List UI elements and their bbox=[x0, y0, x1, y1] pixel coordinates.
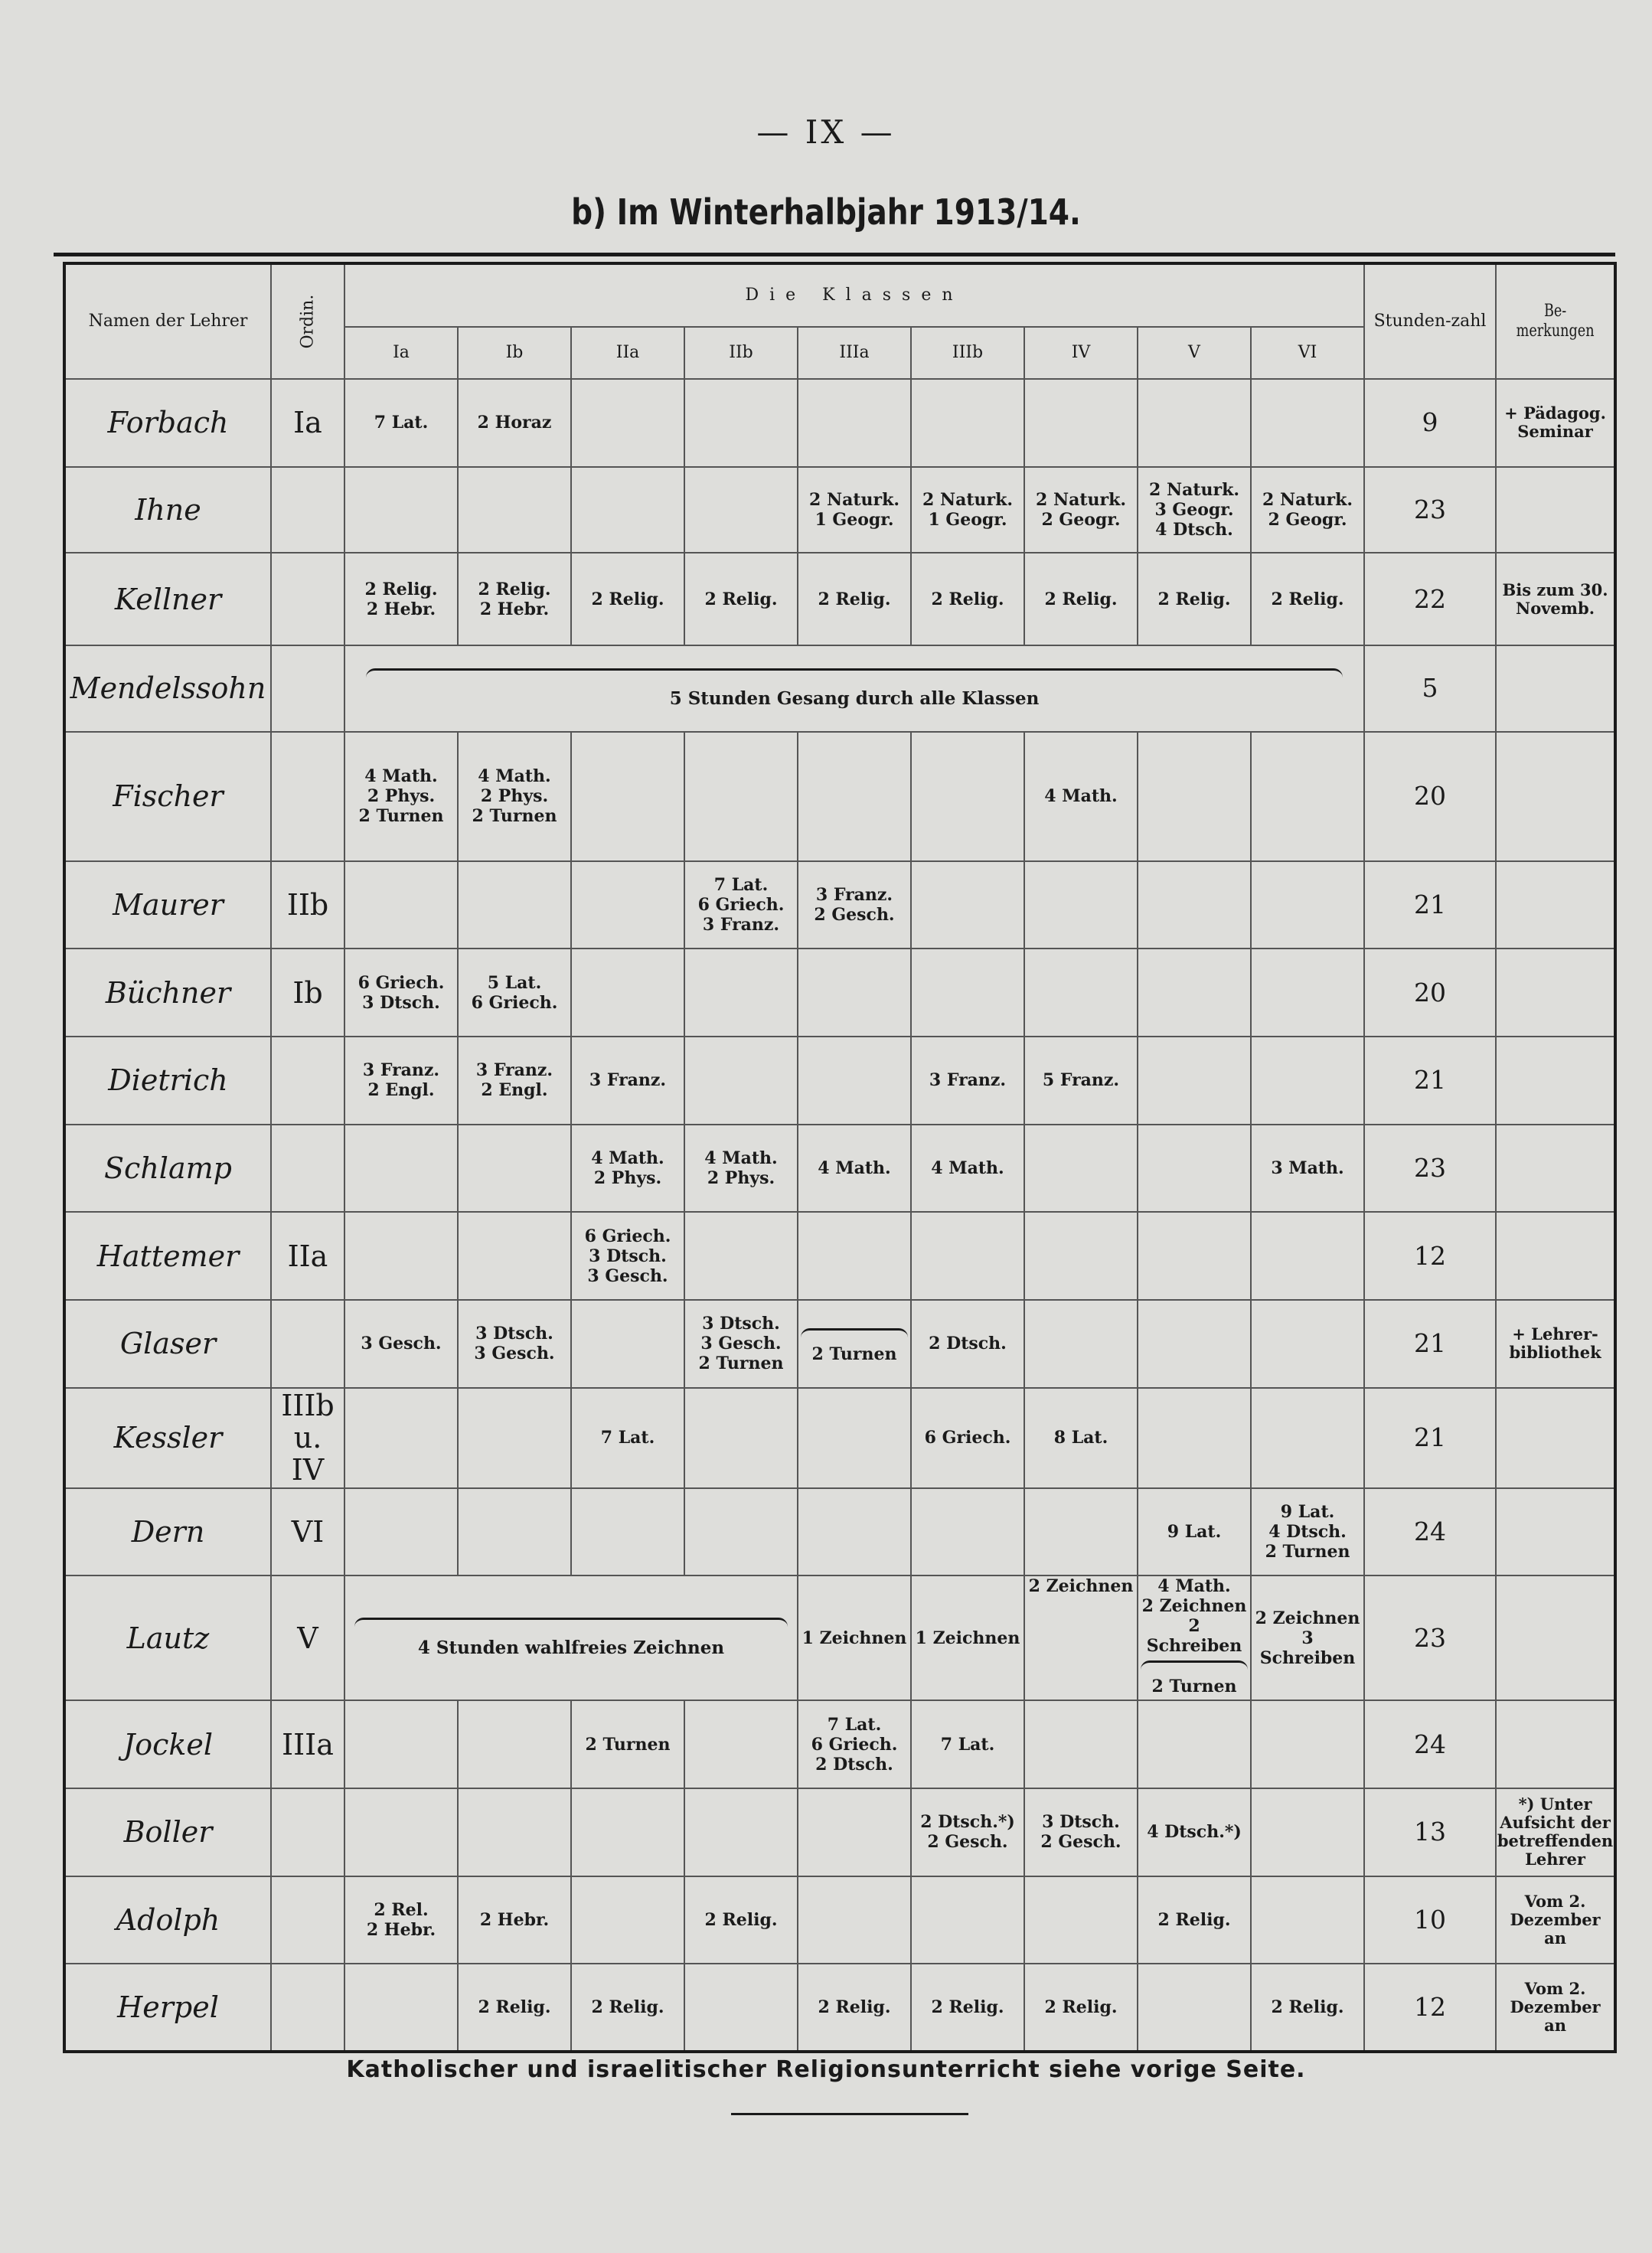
class-cell: 2 Dtsch. bbox=[911, 1300, 1024, 1388]
ordin-cell: IIIa bbox=[271, 1700, 344, 1788]
class-cell: 2 Relig. bbox=[798, 1964, 911, 2052]
table-row bbox=[64, 1037, 1615, 1125]
class-cell bbox=[571, 1876, 684, 1964]
stunden-zahl: 13 bbox=[1364, 1788, 1496, 1876]
class-cell: 7 Lat. bbox=[344, 379, 458, 467]
class-cell: 4 Math. 2 Phys. 2 Turnen bbox=[344, 732, 458, 861]
class-cell bbox=[1024, 1876, 1138, 1964]
class-cell: 2 Relig. bbox=[571, 553, 684, 645]
class-cell bbox=[1024, 1212, 1138, 1300]
stunden-zahl: 21 bbox=[1364, 1300, 1496, 1388]
table-row bbox=[64, 645, 1615, 732]
class-cell: 3 Dtsch. 3 Gesch. 2 Turnen bbox=[684, 1300, 798, 1388]
class-cell bbox=[1251, 949, 1364, 1037]
class-cell bbox=[684, 949, 798, 1037]
page-title: b) Im Winterhalbjahr 1913/14. bbox=[571, 191, 1081, 233]
class-cell bbox=[1024, 1488, 1138, 1576]
stunden-zahl: 23 bbox=[1364, 1125, 1496, 1213]
brace-line bbox=[354, 1618, 788, 1632]
class-cell bbox=[571, 949, 684, 1037]
teacher-name: Adolph bbox=[64, 1876, 271, 1964]
teacher-name: Dern bbox=[64, 1488, 271, 1576]
table-row bbox=[64, 1964, 1615, 2052]
ordin-cell bbox=[271, 467, 344, 553]
class-cell bbox=[684, 1212, 798, 1300]
class-cell bbox=[571, 861, 684, 949]
ordin-cell bbox=[271, 1037, 344, 1125]
stunden-zahl: 22 bbox=[1364, 553, 1496, 645]
stunden-zahl: 5 bbox=[1364, 645, 1496, 732]
span-cell bbox=[344, 1575, 798, 1700]
class-cell: 4 Math. 2 Phys. 2 Turnen bbox=[458, 732, 571, 861]
class-cell bbox=[684, 1037, 798, 1125]
class-cell: 4 Math. 2 Phys. bbox=[571, 1125, 684, 1213]
class-cell: 2 Relig. bbox=[798, 553, 911, 645]
brace-line bbox=[1141, 1660, 1248, 1675]
class-cell bbox=[1251, 732, 1364, 861]
table-row bbox=[64, 467, 1615, 553]
bemerkung bbox=[1496, 732, 1615, 861]
class-cell bbox=[458, 1700, 571, 1788]
teacher-name: Schlamp bbox=[64, 1125, 271, 1213]
class-cell bbox=[798, 1212, 911, 1300]
teacher-name: Maurer bbox=[64, 861, 271, 949]
header-klassen: Die Klassen bbox=[344, 263, 1364, 327]
class-cell: 2 Naturk. 1 Geogr. bbox=[798, 467, 911, 553]
class-cell bbox=[798, 1788, 911, 1876]
class-cell: 3 Gesch. bbox=[344, 1300, 458, 1388]
class-cell bbox=[684, 467, 798, 553]
ordin-cell: IIb bbox=[271, 861, 344, 949]
class-cell bbox=[1138, 379, 1251, 467]
stunden-zahl: 23 bbox=[1364, 1575, 1496, 1700]
class-cell bbox=[684, 1388, 798, 1488]
class-cell bbox=[458, 1212, 571, 1300]
class-cell bbox=[1024, 949, 1138, 1037]
stunden-zahl: 24 bbox=[1364, 1488, 1496, 1576]
class-cell: 3 Dtsch. 2 Gesch. bbox=[1024, 1788, 1138, 1876]
bemerkung bbox=[1496, 1700, 1615, 1788]
class-cell: 2 Relig. 2 Hebr. bbox=[458, 553, 571, 645]
class-cell bbox=[1024, 1300, 1138, 1388]
class-cell: 2 Relig. bbox=[458, 1964, 571, 2052]
ordin-cell bbox=[271, 645, 344, 732]
class-cell bbox=[458, 1125, 571, 1213]
stunden-zahl: 12 bbox=[1364, 1212, 1496, 1300]
stunden-zahl: 12 bbox=[1364, 1964, 1496, 2052]
class-cell bbox=[1138, 861, 1251, 949]
teacher-name: Jockel bbox=[64, 1700, 271, 1788]
class-cell bbox=[911, 861, 1024, 949]
class-cell bbox=[798, 1300, 911, 1388]
header-names: Namen der Lehrer bbox=[64, 263, 271, 379]
class-cell bbox=[798, 732, 911, 861]
class-cell: 2 Naturk. 3 Geogr. 4 Dtsch. bbox=[1138, 467, 1251, 553]
class-cell: 2 Horaz bbox=[458, 379, 571, 467]
class-cell bbox=[1024, 1125, 1138, 1213]
class-cell bbox=[344, 1388, 458, 1488]
class-cell bbox=[1251, 1788, 1364, 1876]
class-cell: 1 Zeichnen bbox=[911, 1575, 1024, 1700]
stunden-zahl: 21 bbox=[1364, 1388, 1496, 1488]
class-cell bbox=[684, 732, 798, 861]
ordin-cell bbox=[271, 732, 344, 861]
bemerkung: + Pädagog. Seminar bbox=[1496, 379, 1615, 467]
stunden-zahl: 20 bbox=[1364, 732, 1496, 861]
class-cell: 7 Lat. 6 Griech. 3 Franz. bbox=[684, 861, 798, 949]
ordin-cell bbox=[271, 1964, 344, 2052]
class-cell bbox=[344, 1700, 458, 1788]
class-cell: 6 Griech. 3 Dtsch. 3 Gesch. bbox=[571, 1212, 684, 1300]
header-class: Ib bbox=[458, 327, 571, 379]
class-cell: 2 Relig. bbox=[911, 553, 1024, 645]
stunden-zahl: 20 bbox=[1364, 949, 1496, 1037]
ordin-cell bbox=[271, 553, 344, 645]
class-cell bbox=[571, 1488, 684, 1576]
ordin-cell: IIIb u. IV bbox=[271, 1388, 344, 1488]
bemerkung bbox=[1496, 861, 1615, 949]
class-cell: 2 Relig. bbox=[1251, 553, 1364, 645]
teacher-name: Boller bbox=[64, 1788, 271, 1876]
class-cell bbox=[571, 1300, 684, 1388]
class-cell: 2 Naturk. 1 Geogr. bbox=[911, 467, 1024, 553]
class-cell bbox=[1138, 732, 1251, 861]
table-row bbox=[64, 379, 1615, 467]
class-cell bbox=[571, 467, 684, 553]
class-cell: 4 Math. bbox=[798, 1125, 911, 1213]
class-cell bbox=[911, 379, 1024, 467]
class-cell: 2 Relig. bbox=[1024, 553, 1138, 645]
bemerkung bbox=[1496, 1125, 1615, 1213]
table-row bbox=[64, 949, 1615, 1037]
class-cell bbox=[458, 1488, 571, 1576]
table-row bbox=[64, 1300, 1615, 1388]
table-row bbox=[64, 861, 1615, 949]
class-cell bbox=[1251, 861, 1364, 949]
class-cell bbox=[344, 1125, 458, 1213]
class-cell bbox=[1138, 949, 1251, 1037]
table-row bbox=[64, 1876, 1615, 1964]
ordin-cell: V bbox=[271, 1575, 344, 1700]
class-cell bbox=[458, 861, 571, 949]
brace-line bbox=[801, 1328, 908, 1343]
class-cell bbox=[1251, 379, 1364, 467]
class-cell bbox=[684, 1788, 798, 1876]
header-class: Ia bbox=[344, 327, 458, 379]
class-cell: 2 Zeichnen bbox=[1024, 1575, 1138, 1700]
stunden-zahl: 10 bbox=[1364, 1876, 1496, 1964]
bemerkung bbox=[1496, 645, 1615, 732]
header-class: IIa bbox=[571, 327, 684, 379]
shared-note: 2 Turnen bbox=[1151, 1677, 1237, 1697]
teacher-name: Dietrich bbox=[64, 1037, 271, 1125]
header-bemerkungen: Be-merkungen bbox=[1508, 263, 1604, 379]
bemerkung bbox=[1496, 1388, 1615, 1488]
class-cell bbox=[911, 949, 1024, 1037]
class-cell: 7 Lat. 6 Griech. 2 Dtsch. bbox=[798, 1700, 911, 1788]
class-cell bbox=[344, 467, 458, 553]
ordin-cell bbox=[271, 1876, 344, 1964]
table-row bbox=[64, 1488, 1615, 1576]
schedule-table bbox=[63, 262, 1617, 2053]
header-class: V bbox=[1138, 327, 1251, 379]
title-rule bbox=[54, 253, 1615, 256]
class-cell: 2 Naturk. 2 Geogr. bbox=[1024, 467, 1138, 553]
class-cell: 2 Relig. bbox=[684, 1876, 798, 1964]
footer-note: Katholischer und israelitischer Religionsunterricht siehe vorige Seite. bbox=[346, 2056, 1306, 2083]
class-cell bbox=[1024, 379, 1138, 467]
class-cell: 2 Dtsch.*) 2 Gesch. bbox=[911, 1788, 1024, 1876]
bemerkung: Bis zum 30. Novemb. bbox=[1496, 553, 1615, 645]
class-cell: 2 Relig. 2 Hebr. bbox=[344, 553, 458, 645]
teacher-name: Hattemer bbox=[64, 1212, 271, 1300]
ordin-cell: VI bbox=[271, 1488, 344, 1576]
span-text: 4 Stunden wahlfreies Zeichnen bbox=[417, 1638, 725, 1659]
header-ordin-label: Ordin. bbox=[298, 294, 317, 349]
class-cell: 3 Dtsch. 3 Gesch. bbox=[458, 1300, 571, 1388]
class-cell bbox=[458, 1788, 571, 1876]
header-class: IIb bbox=[684, 327, 798, 379]
class-cell: 1 Zeichnen bbox=[798, 1575, 911, 1700]
header-class: IIIb bbox=[911, 327, 1024, 379]
class-cell bbox=[458, 467, 571, 553]
class-cell bbox=[798, 1488, 911, 1576]
class-cell: 3 Franz. 2 Engl. bbox=[344, 1037, 458, 1125]
bemerkung bbox=[1496, 1037, 1615, 1125]
bemerkung bbox=[1496, 1575, 1615, 1700]
class-cell bbox=[911, 732, 1024, 861]
class-cell bbox=[571, 379, 684, 467]
bemerkung: Vom 2. Dezember an bbox=[1496, 1964, 1615, 2052]
class-cell: 2 Zeichnen 3 Schreiben bbox=[1251, 1575, 1364, 1700]
stunden-zahl: 21 bbox=[1364, 1037, 1496, 1125]
ordin-cell bbox=[271, 1300, 344, 1388]
class-cell bbox=[571, 1788, 684, 1876]
stunden-zahl: 24 bbox=[1364, 1700, 1496, 1788]
teacher-name: Fischer bbox=[64, 732, 271, 861]
table-row bbox=[64, 1788, 1615, 1876]
class-cell bbox=[1138, 1964, 1251, 2052]
bemerkung: + Lehrer-bibliothek bbox=[1496, 1300, 1615, 1388]
shared-note: 2 Turnen bbox=[811, 1344, 897, 1364]
class-cell bbox=[1138, 1212, 1251, 1300]
class-cell: 7 Lat. bbox=[911, 1700, 1024, 1788]
bemerkung bbox=[1496, 949, 1615, 1037]
class-cell bbox=[344, 1488, 458, 1576]
class-cell: 2 Relig. bbox=[1251, 1964, 1364, 2052]
class-cell: 2 Relig. bbox=[571, 1964, 684, 2052]
teacher-name: Glaser bbox=[64, 1300, 271, 1388]
class-cell: 6 Griech. bbox=[911, 1388, 1024, 1488]
teacher-name: Herpel bbox=[64, 1964, 271, 2052]
header-stunden: Stunden-zahl bbox=[1364, 263, 1496, 379]
table-row bbox=[64, 553, 1615, 645]
class-cell: 4 Math. bbox=[911, 1125, 1024, 1213]
class-cell: 2 Hebr. bbox=[458, 1876, 571, 1964]
class-cell: 2 Relig. bbox=[684, 553, 798, 645]
class-cell: 4 Dtsch.*) bbox=[1138, 1788, 1251, 1876]
class-cell: 7 Lat. bbox=[571, 1388, 684, 1488]
class-cell: 2 Turnen bbox=[571, 1700, 684, 1788]
class-cell: 5 Lat. 6 Griech. bbox=[458, 949, 571, 1037]
class-cell bbox=[684, 379, 798, 467]
ordin-cell: IIa bbox=[271, 1212, 344, 1300]
class-cell bbox=[1251, 1388, 1364, 1488]
class-cell: 8 Lat. bbox=[1024, 1388, 1138, 1488]
class-cell: 4 Math. bbox=[1024, 732, 1138, 861]
footer-rule bbox=[731, 2113, 968, 2115]
ordin-cell: Ib bbox=[271, 949, 344, 1037]
teacher-name: Kellner bbox=[64, 553, 271, 645]
table-row bbox=[64, 1575, 1615, 1700]
class-cell bbox=[1138, 1300, 1251, 1388]
ordin-cell bbox=[271, 1788, 344, 1876]
class-cell: 4 Math. 2 Zeichnen 2 Schreiben 2 Turnen bbox=[1138, 1575, 1251, 1700]
class-cell bbox=[1251, 1300, 1364, 1388]
class-cell bbox=[1251, 1037, 1364, 1125]
class-cell: 9 Lat. 4 Dtsch. 2 Turnen bbox=[1251, 1488, 1364, 1576]
class-cell bbox=[1138, 1037, 1251, 1125]
class-cell bbox=[571, 732, 684, 861]
bemerkung bbox=[1496, 1212, 1615, 1300]
class-cell bbox=[1251, 1700, 1364, 1788]
class-cell bbox=[798, 949, 911, 1037]
class-cell bbox=[911, 1488, 1024, 1576]
bemerkung: *) Unter Aufsicht der betreffenden Lehrer bbox=[1496, 1788, 1615, 1876]
teacher-name: Lautz bbox=[64, 1575, 271, 1700]
class-cell bbox=[1251, 1212, 1364, 1300]
table-row bbox=[64, 1700, 1615, 1788]
page-number: — IX — bbox=[756, 113, 896, 151]
class-cell bbox=[798, 1876, 911, 1964]
table-row bbox=[64, 1212, 1615, 1300]
class-cell: 2 Relig. bbox=[1138, 553, 1251, 645]
class-cell: 6 Griech. 3 Dtsch. bbox=[344, 949, 458, 1037]
class-cell: 3 Franz. 2 Engl. bbox=[458, 1037, 571, 1125]
stunden-zahl: 9 bbox=[1364, 379, 1496, 467]
teacher-name: Büchner bbox=[64, 949, 271, 1037]
teacher-name: Ihne bbox=[64, 467, 271, 553]
ordin-cell: Ia bbox=[271, 379, 344, 467]
class-cell: 2 Relig. bbox=[1138, 1876, 1251, 1964]
teacher-name: Forbach bbox=[64, 379, 271, 467]
teacher-name: Kessler bbox=[64, 1388, 271, 1488]
header-class: IIIa bbox=[798, 327, 911, 379]
class-cell bbox=[1138, 1125, 1251, 1213]
table-row bbox=[64, 732, 1615, 861]
table-row bbox=[64, 1125, 1615, 1213]
class-cell bbox=[911, 1876, 1024, 1964]
class-cell bbox=[1024, 1700, 1138, 1788]
table-row bbox=[64, 1388, 1615, 1488]
class-cell bbox=[344, 861, 458, 949]
class-cell bbox=[1138, 1388, 1251, 1488]
class-cell: 4 Math. 2 Phys. bbox=[684, 1125, 798, 1213]
class-cell bbox=[344, 1964, 458, 2052]
header-ordin bbox=[271, 263, 344, 379]
class-cell bbox=[798, 1388, 911, 1488]
class-cell bbox=[1024, 861, 1138, 949]
table-body bbox=[64, 379, 1615, 2052]
header-class: IV bbox=[1024, 327, 1138, 379]
class-cell bbox=[458, 1388, 571, 1488]
class-cell: 3 Franz. 2 Gesch. bbox=[798, 861, 911, 949]
ordin-cell bbox=[271, 1125, 344, 1213]
brace-line bbox=[366, 668, 1343, 683]
class-cell bbox=[684, 1488, 798, 1576]
class-cell: 2 Relig. bbox=[911, 1964, 1024, 2052]
class-cell: 3 Franz. bbox=[911, 1037, 1024, 1125]
class-cell bbox=[344, 1212, 458, 1300]
span-cell bbox=[344, 645, 1364, 732]
class-cell: 5 Franz. bbox=[1024, 1037, 1138, 1125]
class-cell bbox=[911, 1212, 1024, 1300]
bemerkung bbox=[1496, 467, 1615, 553]
bemerkung: Vom 2. Dezember an bbox=[1496, 1876, 1615, 1964]
class-cell bbox=[798, 1037, 911, 1125]
class-cell bbox=[684, 1964, 798, 2052]
class-cell: 2 Rel. 2 Hebr. bbox=[344, 1876, 458, 1964]
stunden-zahl: 21 bbox=[1364, 861, 1496, 949]
stunden-zahl: 23 bbox=[1364, 467, 1496, 553]
class-cell bbox=[344, 1788, 458, 1876]
class-cell bbox=[1251, 1876, 1364, 1964]
class-cell bbox=[684, 1700, 798, 1788]
span-text: 5 Stunden Gesang durch alle Klassen bbox=[669, 687, 1040, 709]
class-cell: 2 Naturk. 2 Geogr. bbox=[1251, 467, 1364, 553]
class-cell: 9 Lat. bbox=[1138, 1488, 1251, 1576]
class-cell: 3 Franz. bbox=[571, 1037, 684, 1125]
teacher-name: Mendelssohn bbox=[64, 645, 271, 732]
class-cell bbox=[1138, 1700, 1251, 1788]
header-class: VI bbox=[1251, 327, 1364, 379]
bemerkung bbox=[1496, 1488, 1615, 1576]
class-cell bbox=[798, 379, 911, 467]
class-cell: 3 Math. bbox=[1251, 1125, 1364, 1213]
class-cell: 2 Relig. bbox=[1024, 1964, 1138, 2052]
